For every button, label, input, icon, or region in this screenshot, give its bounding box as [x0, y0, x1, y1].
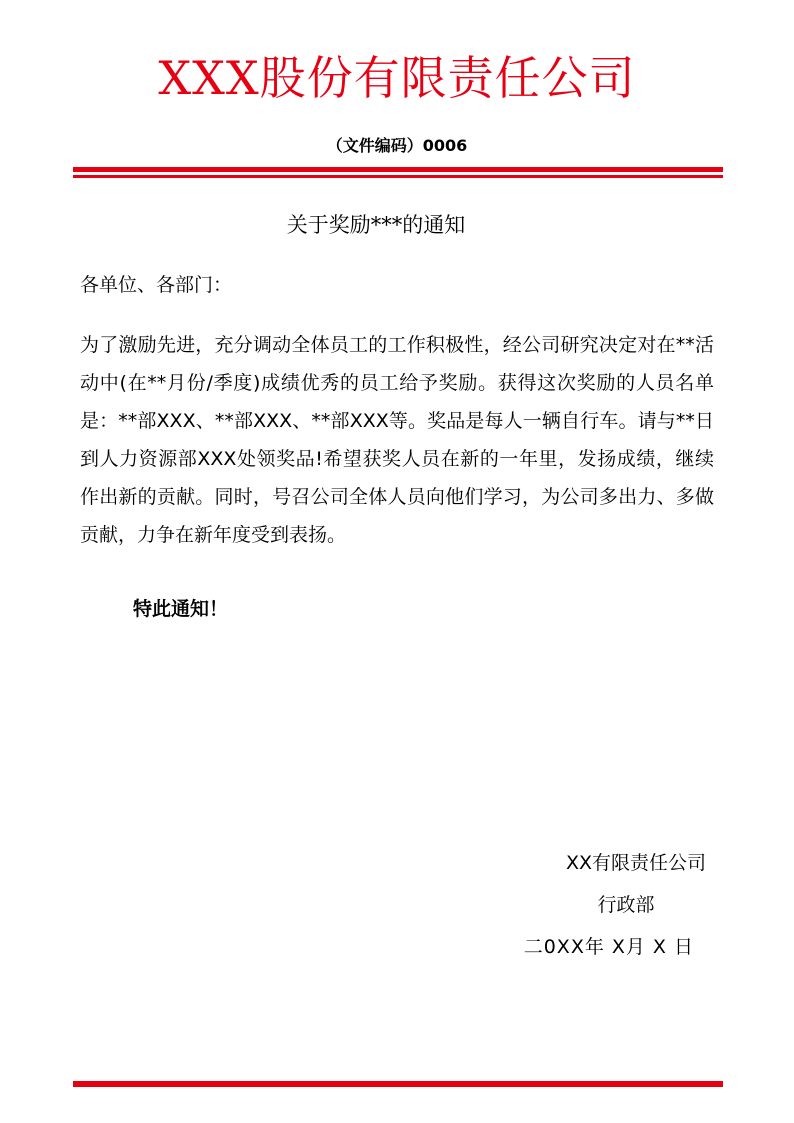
signature-department: 行政部	[597, 894, 655, 916]
signature-company: XX有限责任公司	[565, 852, 706, 874]
header-divider-thin	[73, 175, 723, 178]
header-divider-thick	[73, 167, 723, 172]
company-title: XXX股份有限责任公司	[158, 51, 636, 105]
footer-divider	[73, 1081, 723, 1087]
signature-date: 二0XX年 X月 X 日	[523, 936, 694, 958]
closing-line: 特此通知！	[133, 598, 229, 620]
notice-title: 关于奖励***的通知	[286, 213, 466, 237]
notice-body: 为了激励先进，充分调动全体员工的工作积极性，经公司研究决定对在**活动中(在**月份/季度)成绩优秀的员工给予奖励。获得这次奖励的人员名单是：**部XXX、**部XXX、**部XXX等。奖品是每人一辆自行车。请与**日到人力资源部XXX处领奖品!希望获奖人员在新的一年里，发扬成绩，继续作出新的贡献。同时，号召公司全体人员向他们学习，为公司多出力、多做贡献，力争在新年度受到表扬。	[80, 334, 714, 546]
document-code: （文件编码）0006	[326, 136, 468, 155]
signature-block	[494, 842, 714, 968]
salutation: 各单位、各部门：	[80, 274, 233, 296]
